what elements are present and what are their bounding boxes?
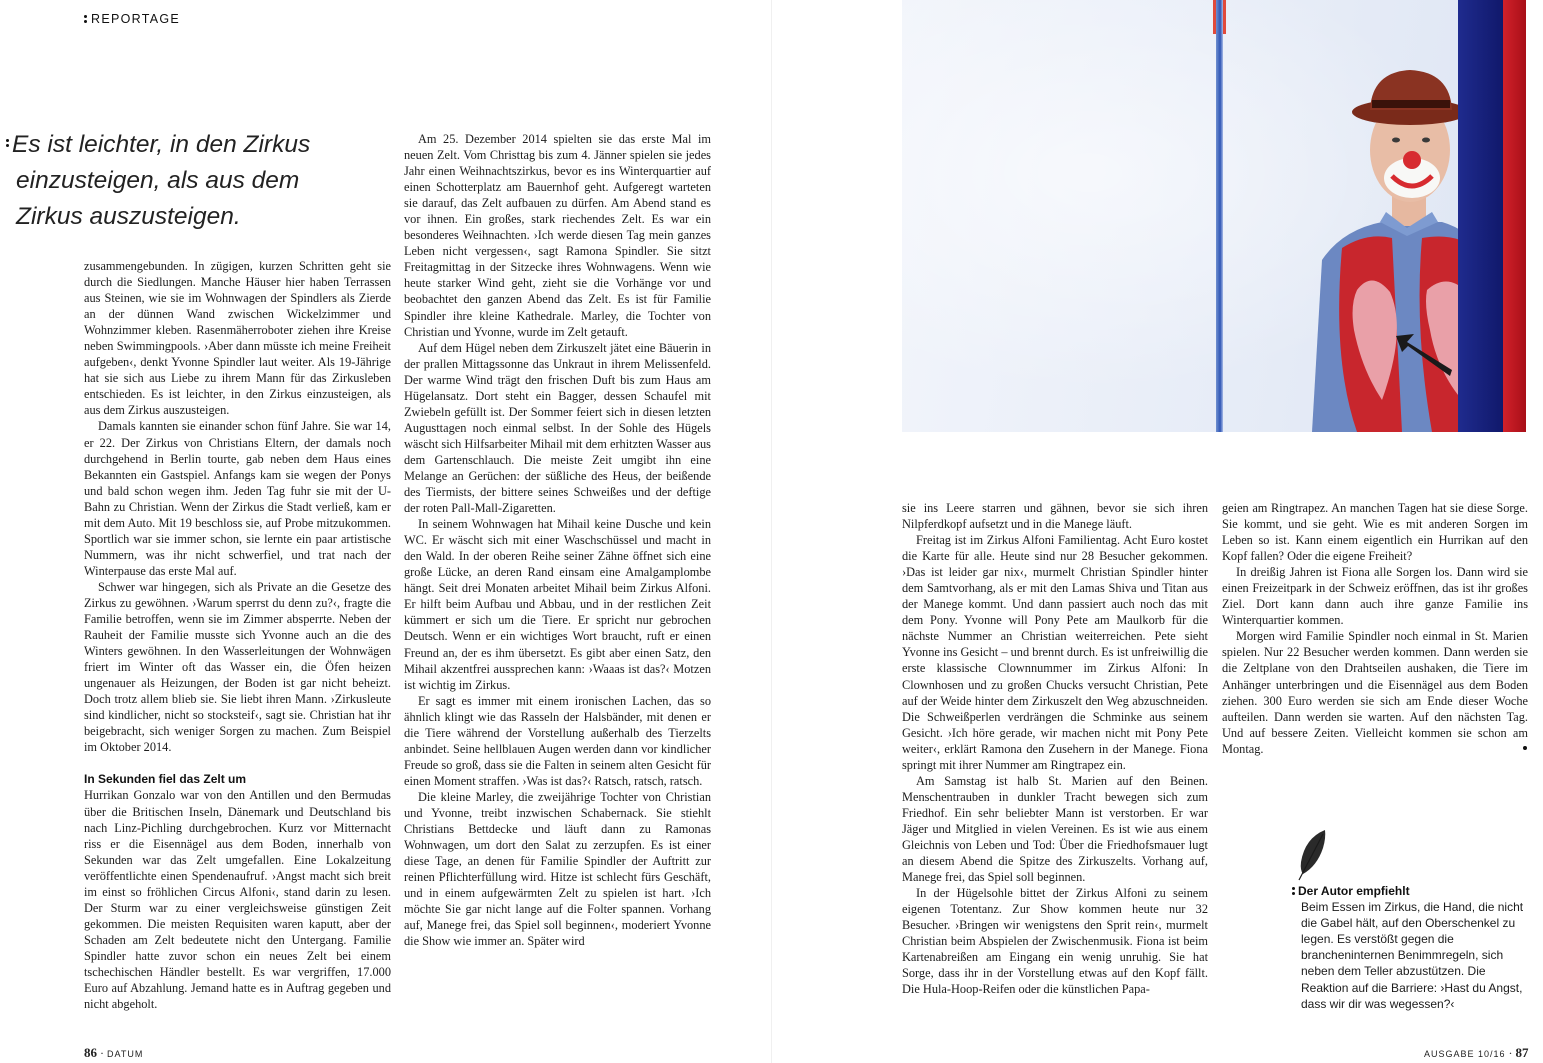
paragraph: Er sagt es immer mit einem ironischen Lachen, das so ähnlich klingt wie das Rasseln der Halsbänder, mit denen er die Tiere während der Vorstellung außerhalb des Tierzelts anbindet. Seine hellblauen Augen werden dann vor kindlicher Freude so groß, dass sie die Falten in seinem alten Gesicht für einen Moment straffen. ›Was ist das?‹ Ratsch, ratsch, ratsch. bbox=[404, 693, 711, 788]
paragraph: Morgen wird Familie Spindler noch einmal in St. Marien spielen. Nur 22 Besucher werden kommen. Dann werden sie die Zeltplane von den Drahtseilen aushaken, die Tiere im Anhänger unterbringen und die Eisennägel aus dem Boden ziehen. 300 Euro werden sie sich am Ende dieser Woche aufteilen. Dann werden sie warten. Auf den nächsten Tag. Und auf bessere Zeiten. Vielleicht kommen sie schon am Montag. bbox=[1222, 629, 1528, 756]
clown-photo bbox=[902, 0, 1526, 432]
colon-mark-icon bbox=[84, 13, 87, 25]
door-frame-blue bbox=[1458, 0, 1504, 432]
magazine-name: DATUM bbox=[107, 1049, 144, 1059]
paragraph: Am 25. Dezember 2014 spielten sie das erste Mal im neuen Zelt. Vom Christtag bis zum 4. Jänner spielen sie jedes Jahr einen Weihnachtszirkus, bevor es ins Winterquartier auf einen Schotterplatz am Bauernhof geht. Aufgeregt warteten sie darauf, das Zelt aufbauen zu dürfen. Am Abend stand es vor ihnen. Ein großes, stark riechendes Zelt. Es war ein besonderes Weihnachten. ›Ich werde diesen Tag mein ganzes Leben nicht vergessen‹, sagt Ramona Spindler. Sie sitzt Freitagmittag in der Sitzecke ihres Wohnwagens. Wenn wie heute starker Wind geht, zieht sie die Vorhänge vor und beobachtet den ganzen Abend das Zelt. Es ist für Familie Spindler ihre kleine Kathedrale. Marley, die Tochter von Christian und Yvonne, wurde im Zelt getauft. bbox=[404, 132, 711, 339]
author-recommendation bbox=[1292, 883, 1532, 1012]
footer-right: AUSGABE 10/16 · 87 bbox=[1424, 1045, 1529, 1060]
paragraph: Hurrikan Gonzalo war von den Antillen und den Bermudas über die Britischen Inseln, Dänemark und Deutschland bis nach Linz-Pichling durchgebrochen. Kurz vor Mitternacht riss er die Eisennägel aus dem Boden, innerhalb von Sekunden war das Zelt umgefallen. Eine Lokalzeitung veröffentlichte einen Spendenaufruf. ›Angst macht sich breit im einst so fröhlichen Circus Alfoni‹, stand darin zu lesen. Der Sturm war zu einer vergleichsweise günstigen Zeit gekommen. Die meisten Requisiten waren kaputt, aber der Schaden am Zelt bedeutete nicht den Untergang. Familie Spindler hatte zuvor schon ein neues Zelt bei einem tschechischen Händler bestellt. Es war vergriffen, 17.000 Euro auf Abzahlung. Jemand hatte es in Auftrag gegeben und nicht abgeholt. bbox=[84, 788, 391, 1012]
text-column-4 bbox=[1222, 500, 1528, 757]
clown-figure bbox=[902, 0, 1526, 432]
paragraph: sie ins Leere starren und gähnen, bevor sie sich ihren Nilpferdkopf aufsetzt und in die Manege läuft. bbox=[902, 501, 1208, 532]
pull-quote-line: einzusteigen, als aus dem bbox=[16, 167, 300, 194]
pull-quote-line: Es ist leichter, in den Zirkus bbox=[6, 127, 406, 163]
paragraph: Die kleine Marley, die zweijährige Tochter von Christian und Yvonne, treibt inzwischen Schabernack. Sie stiehlt Christians Bettdecke und läuft dann zu Ramonas Wohnwagen, um dort den Salat zu zerzupfen. Es ist einer diese Tage, an denen für Familie Spindler der Auftritt zur reinen Pflichterfüllung wird. Hitze ist schlecht fürs Geschäft, und in einem aufgewärmten Zelt zu spielen ist hart. ›Ich möchte Sie gar nicht lange auf die Folter spannen. Vorhang auf, Manege frei, das Spiel soll beginnen‹, moderiert Yvonne die Show wie immer an. Später wird bbox=[404, 789, 711, 949]
text-column-3 bbox=[902, 500, 1208, 997]
pull-quote bbox=[6, 127, 406, 235]
end-mark-icon bbox=[1523, 746, 1527, 750]
paragraph: geien am Ringtrapez. An manchen Tagen hat sie diese Sorge. Sie kommt, und sie geht. Wie es mit anderen Sorgen im Leben so ist. Kann einem eigentlich ein Hurrikan auf den Kopf fallen? Oder die eigene Freiheit? bbox=[1222, 501, 1528, 564]
issue-label: AUSGABE 10/16 bbox=[1424, 1049, 1506, 1059]
paragraph: Freitag ist im Zirkus Alfoni Familientag. Acht Euro kostet die Karte für alle. Heute sind nur 28 Besucher gekommen. ›Das ist leider gar nix‹, murmelt Christian Spindler hinter dem Samtvorhang, als er mit den Lamas Shiva und Titan aus der Manege kommt. Und dann passiert auch noch das mit dem Pony. Yvonne will Pony Pete am Maulkorb für die nächste Nummer an Christian weiterreichen. Pete sieht Yvonne ins Gesicht – und brennt durch. Es ist unfreiwillig die erste klassische Clownnummer im Zirkus Alfoni: In Clownhosen und zu großen Chucks versucht Christian, Pete auf der Weide hinter dem Zirkuszelt den Weg abzuschneiden. Die Schweißperlen verdrängen die Schminke aus seinem Gesicht. ›Ich höre gerade, wir machen nicht mit Pony Pete weiter‹, erklärt Ramona den Zusehern in der Manege. Fiona springt mit ihrer Nummer am Ringtrapez ein. bbox=[902, 533, 1208, 772]
paragraph: Am Samstag ist halb St. Marien auf den Beinen. Menschentrauben in dunkler Tracht bewegen sich zum Friedhof. Ein sehr beliebter Mann ist verstorben. Er war Jäger und Mitglied in vielen Vereinen. Es ist wie aus einem Gleichnis von Leben und Tod: Über die Friedhofsmauer lugt an diesem Abend die Spitze des Zirkuszelts. Vorhang auf, Manege frei, das Spiel soll beginnen. bbox=[902, 773, 1208, 885]
paragraph: In seinem Wohnwagen hat Mihail keine Dusche und kein WC. Er wäscht sich mit einer Waschschüssel und macht in den Wald. In der oberen Reihe seiner Zähne öffnet sich eine große Lücke, an deren Rand einsam eine Amalgamplombe hängt. Seit drei Monaten arbeitet Mihail beim Zirkus Alfoni. Er hilft beim Aufbau und Abbau, und in der restlichen Zeit kümmert er sich um die Tiere. Er spricht nur gebrochen Deutsch. Wenn er ein wichtiges Wort braucht, ruft er einen Freund an, der es ihm übersetzt. Es gibt aber einen Satz, den Mihail akzentfrei aussprechen kann: ›Waaas ist das?‹ Motzen ist wichtig im Zirkus. bbox=[404, 517, 711, 692]
pull-quote-line: Zirkus auszusteigen. bbox=[16, 203, 241, 230]
page-number: 86 bbox=[84, 1045, 97, 1060]
colon-mark-icon bbox=[6, 137, 9, 149]
subheading: In Sekunden fiel das Zelt um bbox=[84, 772, 247, 787]
author-recommendation-body: Beim Essen im Zirkus, die Hand, die nicht die Gabel hält, auf den Oberschenkel zu legen. Es verstößt gegen die brancheninternen Benimmregeln, sich neben dem Teller abzustützen. Die Reaktion auf die Barriere: ›Hast du Angst, dass wir dir was wegessen?‹ bbox=[1301, 900, 1524, 1011]
colon-mark-icon bbox=[1292, 885, 1295, 897]
feather-icon bbox=[1295, 828, 1331, 882]
paragraph: In der Hügelsohle bittet der Zirkus Alfoni zu seinem eigenen Totentanz. Zur Show kommen heute nur 32 Besucher. ›Bringen wir wenigstens den Sprit rein‹, murmelt Christian beim Abspielen der Zwischenmusik. Fiona ist beim Kartenabreißen am Eingang ein wenig unruhig. Sie hat Sorge, dass ihr in der Vorstellung etwas auf den Kopf fällt. Die Hula-Hoop-Reifen oder die künstlichen Papa- bbox=[902, 886, 1208, 997]
page-number: 87 bbox=[1515, 1045, 1529, 1060]
paragraph: Auf dem Hügel neben dem Zirkuszelt jätet eine Bäuerin in der prallen Mittagssonne das Unkraut in ihrem Melissenfeld. Der warme Wind trägt den frischen Duft bis zum Haus am Hügelansatz. Dort steht ein Bagger, dessen Schaufel mit Zwiebeln gefüllt ist. Der Sommer feiert sich in diesen letzten Augusttagen noch einmal selbst. In der Sohle des Hügels wäscht sich Hilfsarbeiter Mihail mit dem erhitzten Wasser aus dem Gartenschlauch. Die meiste Zeit umgibt ihn eine Melange an Gerüchen: der süßliche des Heus, der beißende des Tiermists, der bittere seines Schweißes und der deftige der roten Pall-Mall-Zigaretten. bbox=[404, 340, 711, 516]
text-column-1 bbox=[84, 258, 391, 1012]
paragraph: Schwer war hingegen, sich als Private an die Gesetze des Zirkus zu gewöhnen. ›Warum sperrst du denn zu?‹, fragte die Familie betroffen, wenn sie im Zimmer absperrte. Neben der Rauheit der Familie musste sich Yvonne auch an die des Winters gewöhnen. In den Wasserleitungen der Wohnwägen friert im Winter oft das Wasser ein, die Öfen heizen ungenauer als Heizungen, der Boden ist gar nicht beheizt. Doch trotz allem blieb sie. Sie liebt ihren Mann. ›Zirkusleute sind kindlicher, nicht so stocksteif‹, sagt sie. Christian hat ihr beigebracht, sich weniger Sorgen zu machen. Zum Beispiel im Oktober 2014. bbox=[84, 579, 391, 755]
paragraph: Damals kannten sie einander schon fünf Jahre. Sie war 14, er 22. Der Zirkus von Christians Eltern, der damals noch durchgehend in Berlin tourte, gab neben dem Haus eines Bekannten ein Gastspiel. Anfangs kam sie wegen der Ponys und bald schon wegen ihm. Jeden Tag fuhr sie mit der U-Bahn zu Christian. Wenn der Zirkus die Stadt verließ, kam er mit dem Auto. Mit 19 beschloss sie, auf Probe mitzukommen. Sportlich war sie immer schon, sie lernte ein paar artistische Nummern, was ihr nicht schwerfiel, und trat nach der Winterpause das erste Mal auf. bbox=[84, 419, 391, 578]
page-gutter bbox=[771, 0, 772, 1063]
door-frame-red bbox=[1503, 0, 1526, 432]
footer-left: 86 · DATUM bbox=[84, 1045, 144, 1060]
paragraph: In dreißig Jahren ist Fiona alle Sorgen los. Dann wird sie einen Freizeitpark in der Schweiz eröffnen, das ist ihr großes Ziel. Dort kann dann auch ihre ganze Familie ins Winterquartier kommen. bbox=[1222, 565, 1528, 628]
section-label: REPORTAGE bbox=[84, 12, 180, 26]
text-column-2 bbox=[404, 131, 711, 949]
paragraph: zusammengebunden. In zügigen, kurzen Schritten geht sie durch die Siedlungen. Manche Häuser hier haben Terrassen aus Steinen, wie sie im Wohnwagen der Spindlers als Zierde an der dünnen Wand zwischen Wickelzimmer und Wohnzimmer kleben. Rasenmäherroboter ziehen ihre Kreise neben Swimmingpools. ›Aber dann müsste ich meine Freiheit aufgeben‹, denkt Yvonne Spindler laut weiter. Als 19-Jährige hat sie sich aus Liebe zu ihrem Mann für das Zirkusleben entschieden. Es ist leichter, in den Zirkus einzusteigen, als aus dem Zirkus auszusteigen. bbox=[84, 259, 391, 418]
author-recommendation-title: Der Autor empfiehlt bbox=[1292, 883, 1532, 899]
